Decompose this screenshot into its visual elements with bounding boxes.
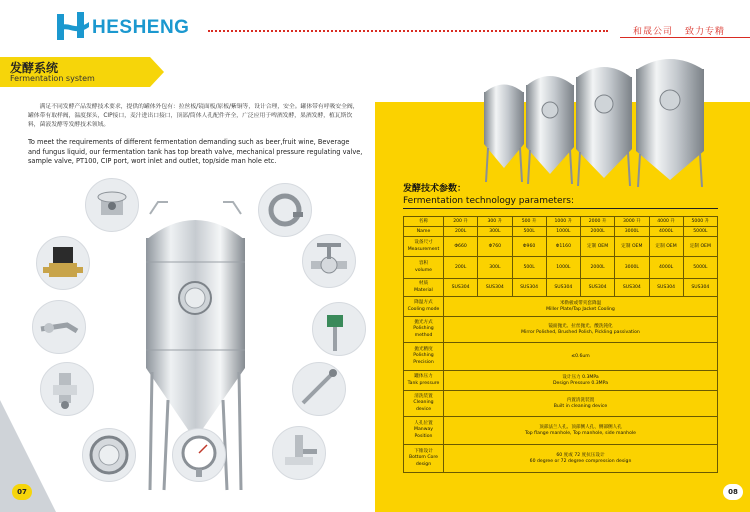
label-measurement — [404, 237, 444, 257]
table-cell: 500L — [512, 227, 546, 237]
label-cn: 降温方式 — [414, 300, 433, 305]
tank-lineup-image — [480, 48, 715, 188]
brand-name: HESHENG — [92, 17, 190, 38]
pressure-gauge-thumbnail — [172, 428, 226, 482]
table-row-cooling — [404, 297, 718, 317]
table-cell: 1000L — [546, 257, 580, 279]
table-cell: SUS304 — [649, 279, 683, 297]
value-en: 60 degree or 72 degree compression design — [529, 458, 632, 464]
label-cn: 罐体压力 — [414, 374, 433, 379]
value-cn: 60 度或 72 度抗压设计 — [556, 452, 605, 458]
label-cn: 材质 — [418, 281, 429, 286]
label-cleaning — [404, 391, 444, 417]
label-cn: 容积 — [418, 261, 429, 266]
table-cell: 2000L — [581, 227, 615, 237]
table-span-cell — [444, 317, 718, 343]
value-en: Design Pressure 0.3MPa — [552, 380, 609, 386]
table-cell: 5000L — [683, 257, 717, 279]
parameters-table — [403, 216, 718, 473]
table-cell: SUS304 — [444, 279, 478, 297]
table-cell: 5000L — [683, 227, 717, 237]
table-cell: SUS304 — [478, 279, 512, 297]
label-name-en: Name — [404, 227, 444, 237]
table-row-volume — [404, 257, 718, 279]
label-tank-pressure — [404, 371, 444, 391]
table-cell: Φ660 — [444, 237, 478, 257]
table-cell: SUS304 — [581, 279, 615, 297]
table-cell: 2000L — [581, 257, 615, 279]
pt100-sensor-thumbnail — [312, 302, 366, 356]
table-cell: 3000L — [615, 257, 649, 279]
label-cn: 清洗装置 — [414, 393, 433, 399]
label-en: method — [414, 332, 433, 338]
table-cell: 500L — [512, 257, 546, 279]
label-en: design — [415, 461, 432, 467]
label-en: Position — [414, 433, 433, 439]
page-number-left: 07 — [12, 484, 32, 500]
label-name-cn: 名称 — [404, 217, 444, 227]
label-en: Cooling mode — [407, 306, 440, 312]
table-cell: Φ960 — [512, 237, 546, 257]
table-span-cell — [444, 297, 718, 317]
table-cell: 4000L — [649, 257, 683, 279]
label-en: Polishing — [413, 353, 434, 359]
table-cell: 3000L — [615, 227, 649, 237]
value-en: Mirror Polished, Brushed Polish, Pickling passivation — [521, 329, 640, 335]
value-cn: ≤0.6um — [571, 353, 590, 359]
label-en: Polishing — [413, 326, 434, 332]
label-cooling — [404, 297, 444, 317]
table-row-cleaning — [404, 391, 718, 417]
table-cell: 定制 OEM — [581, 237, 615, 257]
table-cell: Φ1160 — [546, 237, 580, 257]
table-cell: 1000L — [546, 227, 580, 237]
value-cn: 内置清洗装置 — [566, 397, 595, 403]
label-cn: 设备尺寸 — [414, 240, 433, 245]
table-cell: 定制 OEM — [649, 237, 683, 257]
table-cell: 300L — [478, 227, 512, 237]
sanitary-valve-thumbnail — [272, 426, 326, 480]
section-banner-arrow — [150, 57, 164, 87]
manhole-thumbnail — [82, 428, 136, 482]
label-volume — [404, 257, 444, 279]
tank-medium — [526, 76, 574, 184]
table-span-cell — [444, 391, 718, 417]
value-cn: 设计压力 0.3MPa — [562, 374, 599, 380]
tank-small — [484, 85, 524, 183]
table-cell: 1000 升 — [546, 217, 580, 227]
table-cell: 4000 升 — [649, 217, 683, 227]
table-cell: 200L — [444, 257, 478, 279]
parameters-title-cn: 发酵技术参数： — [403, 184, 467, 194]
label-cn: 抛光方式 — [414, 319, 433, 325]
dotted-divider — [208, 30, 608, 32]
slogan-underline — [620, 37, 750, 38]
intro-cn: 满足不同发酵产品发酵技术要求，提供的罐体外包有：拉丝板/镜面板/原板/紫铜等，设计合理，安全。罐体带有呼吸安全阀，罐体带有取样阀，温度探头，CIP接口，麦汁进出口接口，顶部/筒体人孔配件齐全，广泛应用于啤酒发酵，果酒发酵，植瓦斯饮料，菌液发酵等发酵技术领域。 — [28, 104, 359, 128]
section-title: 发酵系统 — [10, 61, 59, 75]
value-en: Top flange manhole, Top manhole, side manhole — [524, 430, 637, 436]
value-en: Built in cleaning device — [553, 403, 608, 409]
clamp-thumbnail — [258, 183, 312, 237]
table-cell: 定制 OEM — [615, 237, 649, 257]
table-span-cell — [444, 445, 718, 473]
table-cell: 定制 OEM — [683, 237, 717, 257]
label-cn: 下锥设计 — [414, 448, 433, 454]
sample-valve-thumbnail — [32, 300, 86, 354]
table-span-cell — [444, 371, 718, 391]
label-cn: 抛光精度 — [414, 346, 433, 352]
label-material — [404, 279, 444, 297]
table-span-cell — [444, 417, 718, 445]
parameters-title-en: Fermentation technology parameters: — [403, 196, 574, 206]
table-span-cell — [444, 343, 718, 371]
table-cell: 300L — [478, 257, 512, 279]
breath-valve-thumbnail — [85, 178, 139, 232]
label-en: volume — [414, 267, 433, 273]
label-manway — [404, 417, 444, 445]
label-en: device — [415, 406, 432, 412]
label-bottom-core — [404, 445, 444, 473]
table-row-polishing-precision — [404, 343, 718, 371]
table-cell: 2000 升 — [581, 217, 615, 227]
label-en: Material — [414, 287, 433, 293]
slogan — [633, 24, 725, 37]
slogan-part-2: 致力专精 — [685, 27, 726, 37]
cip-arm-thumbnail — [292, 362, 346, 416]
value-en: Miller Plate/Tap Jacket Cooling — [546, 306, 615, 312]
table-cell: 200L — [444, 227, 478, 237]
label-en: Bottom Core — [409, 455, 438, 461]
table-cell: 500 升 — [512, 217, 546, 227]
table-cell: SUS304 — [683, 279, 717, 297]
label-en: Cleaning — [413, 400, 434, 406]
table-row-measurement — [404, 237, 718, 257]
label-en: Measurement — [407, 246, 440, 252]
table-row-name-cn — [404, 217, 718, 227]
table-cell: 200 升 — [444, 217, 478, 227]
table-cell: 5000 升 — [683, 217, 717, 227]
tank-xlarge — [636, 59, 704, 187]
label-cn: 人孔位置 — [414, 420, 433, 426]
table-cell: SUS304 — [512, 279, 546, 297]
tank-large — [576, 67, 632, 186]
value-cn: 米勒板或带夹套降温 — [559, 300, 602, 306]
table-row-bottom-core — [404, 445, 718, 473]
table-row-tank-pressure — [404, 371, 718, 391]
slogan-part-1: 和晟公司 — [633, 27, 674, 37]
table-row-polishing-method — [404, 317, 718, 343]
table-cell: SUS304 — [546, 279, 580, 297]
label-polishing-precision — [404, 343, 444, 371]
butterfly-valve-thumbnail — [302, 234, 356, 288]
table-row-name-en — [404, 227, 718, 237]
label-polishing-method — [404, 317, 444, 343]
label-en: Tank pressure — [407, 380, 440, 386]
intro-en: To meet the requirements of different fermentation demanding such as beer,fruit wine, Beverage and fungus liquid, our fermentation tank has top breath valve, mechanical pressure regulating valve, sample valve, PT100, CIP port, wort inlet and outlet, top/side man hole etc. — [28, 138, 363, 165]
table-cell: 300 升 — [478, 217, 512, 227]
section-subtitle: Fermentation system — [10, 74, 95, 83]
brand-h-icon — [55, 10, 91, 42]
table-cell: 4000L — [649, 227, 683, 237]
value-cn: 顶部法兰人孔、顶部侧人孔、侧部侧人孔 — [539, 424, 622, 430]
parameters-underline — [403, 208, 718, 209]
table-cell: Φ760 — [478, 237, 512, 257]
label-en: Manway — [414, 427, 433, 433]
table-row-manway — [404, 417, 718, 445]
value-cn: 镜面抛光、拉丝抛光、酸洗钝化 — [548, 323, 613, 329]
label-en: Precision — [413, 359, 434, 365]
table-cell: 3000 升 — [615, 217, 649, 227]
table-row-material — [404, 279, 718, 297]
table-cell: SUS304 — [615, 279, 649, 297]
solenoid-valve-thumbnail — [36, 236, 90, 290]
page-number-right: 08 — [723, 484, 743, 500]
